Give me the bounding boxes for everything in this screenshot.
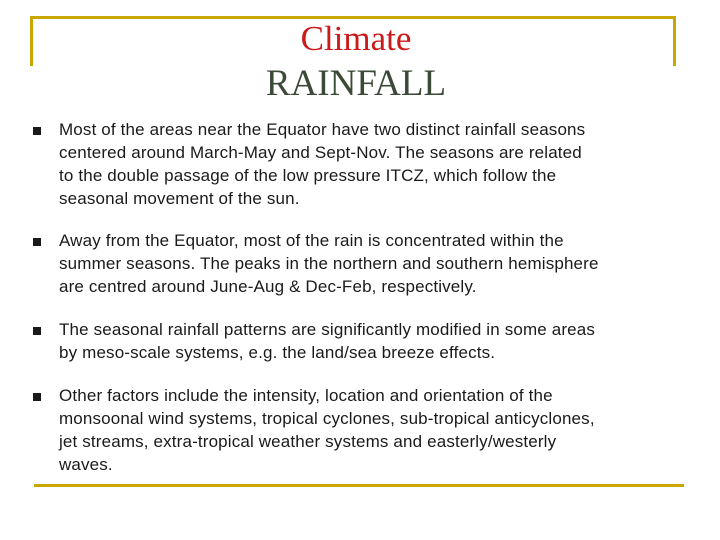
frame-bottom-line — [34, 484, 684, 487]
bullet-text: Away from the Equator, most of the rain is concentrated within the summer seasons. The peaks in the northern and southern hemisphere are centred around June-Aug & Dec-Feb, respectively. — [59, 231, 599, 296]
bullet-text: Most of the areas near the Equator have two distinct rainfall seasons centered around March-May and Sept-Nov. The seasons are related to the double passage of the low pressure ITCZ, which follow the seasonal movement of the sun. — [59, 120, 586, 208]
square-bullet-icon — [33, 238, 41, 246]
slide-subtitle: RAINFALL — [265, 63, 447, 104]
slide-title: Climate — [300, 19, 412, 58]
square-bullet-icon — [33, 327, 41, 335]
square-bullet-icon — [33, 127, 41, 135]
bullet-text: Other factors include the intensity, location and orientation of the monsoonal wind systems, tropical cyclones, sub-tropical anticyclones, jet streams, extra-tropical weather systems and easterly/westerly waves. — [59, 386, 595, 474]
bullet-text: The seasonal rainfall patterns are significantly modified in some areas by meso-scale systems, e.g. the land/sea breeze effects. — [59, 320, 596, 362]
square-bullet-icon — [33, 393, 41, 401]
